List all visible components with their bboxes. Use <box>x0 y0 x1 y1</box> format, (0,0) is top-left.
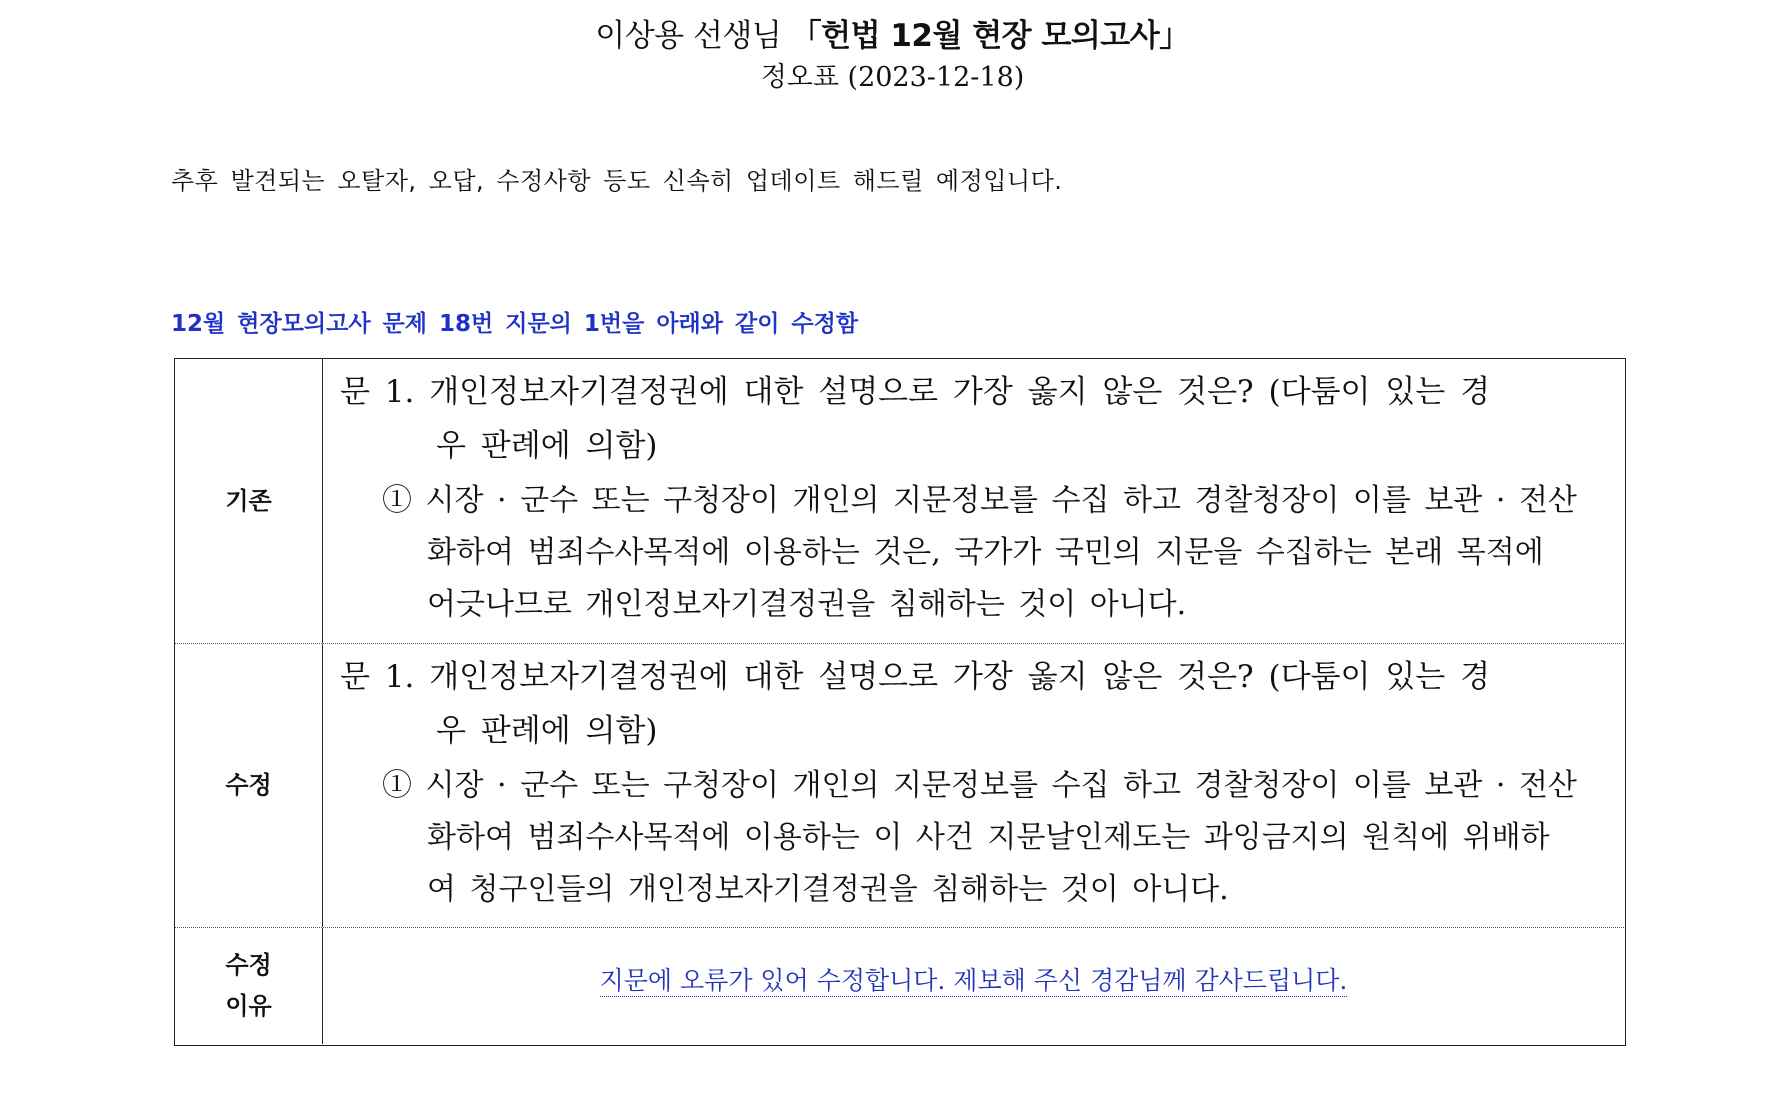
revised-option-line: 여 청구인들의 개인정보자기결정권을 침해하는 것이 아니다. <box>427 872 1229 907</box>
revised-option-line: 화하여 범죄수사목적에 이용하는 이 사건 지문날인제도는 과잉금지의 원칙에 위배하 <box>427 820 1550 855</box>
reason-text <box>323 964 1624 998</box>
revised-content <box>323 644 1624 927</box>
document-title <box>0 16 1785 56</box>
original-option-line: ① 시장 · 군수 또는 구청장이 개인의 지문정보를 수집 하고 경찰청장이 이를 보관 · 전산 <box>382 483 1577 518</box>
subtitle-date: (2023-12-18) <box>847 62 1025 93</box>
errata-table <box>174 358 1626 1046</box>
revised-question-line: 문 1. 개인정보자기결정권에 대한 설명으로 가장 옳지 않은 것은? (다툼이 있는 경 <box>340 659 1491 695</box>
reason-label-stack <box>225 945 271 1027</box>
revised-option-line: ① 시장 · 군수 또는 구청장이 개인의 지문정보를 수집 하고 경찰청장이 이를 보관 · 전산 <box>382 768 1577 803</box>
original-option-line: 어긋나므로 개인정보자기결정권을 침해하는 것이 아니다. <box>427 587 1187 622</box>
table-row-original <box>175 359 1624 644</box>
row-label-reason <box>175 928 323 1044</box>
reason-label-line: 수정 <box>225 951 272 979</box>
title-author: 이상용 선생님 <box>595 18 791 54</box>
revised-question-line: 우 판례에 의함) <box>436 713 658 749</box>
original-question-line: 문 1. 개인정보자기결정권에 대한 설명으로 가장 옳지 않은 것은? (다툼이 있는 경 <box>340 374 1491 410</box>
reason-text-underlined: 지문에 오류가 있어 수정합니다. 제보해 주신 경감님께 감사드립니다. <box>599 966 1348 995</box>
original-question-line: 우 판례에 의함) <box>436 428 658 464</box>
reason-label-line: 이유 <box>225 992 272 1020</box>
update-notice: 추후 발견되는 오탈자, 오답, 수정사항 등도 신속히 업데이트 해드릴 예정입니다. <box>171 167 1063 195</box>
row-label-revised: 수정 <box>175 644 323 927</box>
table-row-revised <box>175 644 1624 928</box>
row-label-original: 기존 <box>175 359 323 643</box>
table-row-reason <box>175 928 1624 1044</box>
title-exam-name: 「헌법 12월 현장 모의고사」 <box>790 18 1190 54</box>
subtitle-label: 정오표 <box>760 62 839 93</box>
original-option-line: 화하여 범죄수사목적에 이용하는 것은, 국가가 국민의 지문을 수집하는 본래 목적에 <box>427 535 1544 570</box>
document-subtitle <box>0 60 1785 96</box>
reason-content <box>323 928 1624 1044</box>
original-content <box>323 359 1624 643</box>
section-heading: 12월 현장모의고사 문제 18번 지문의 1번을 아래와 같이 수정함 <box>171 311 859 337</box>
